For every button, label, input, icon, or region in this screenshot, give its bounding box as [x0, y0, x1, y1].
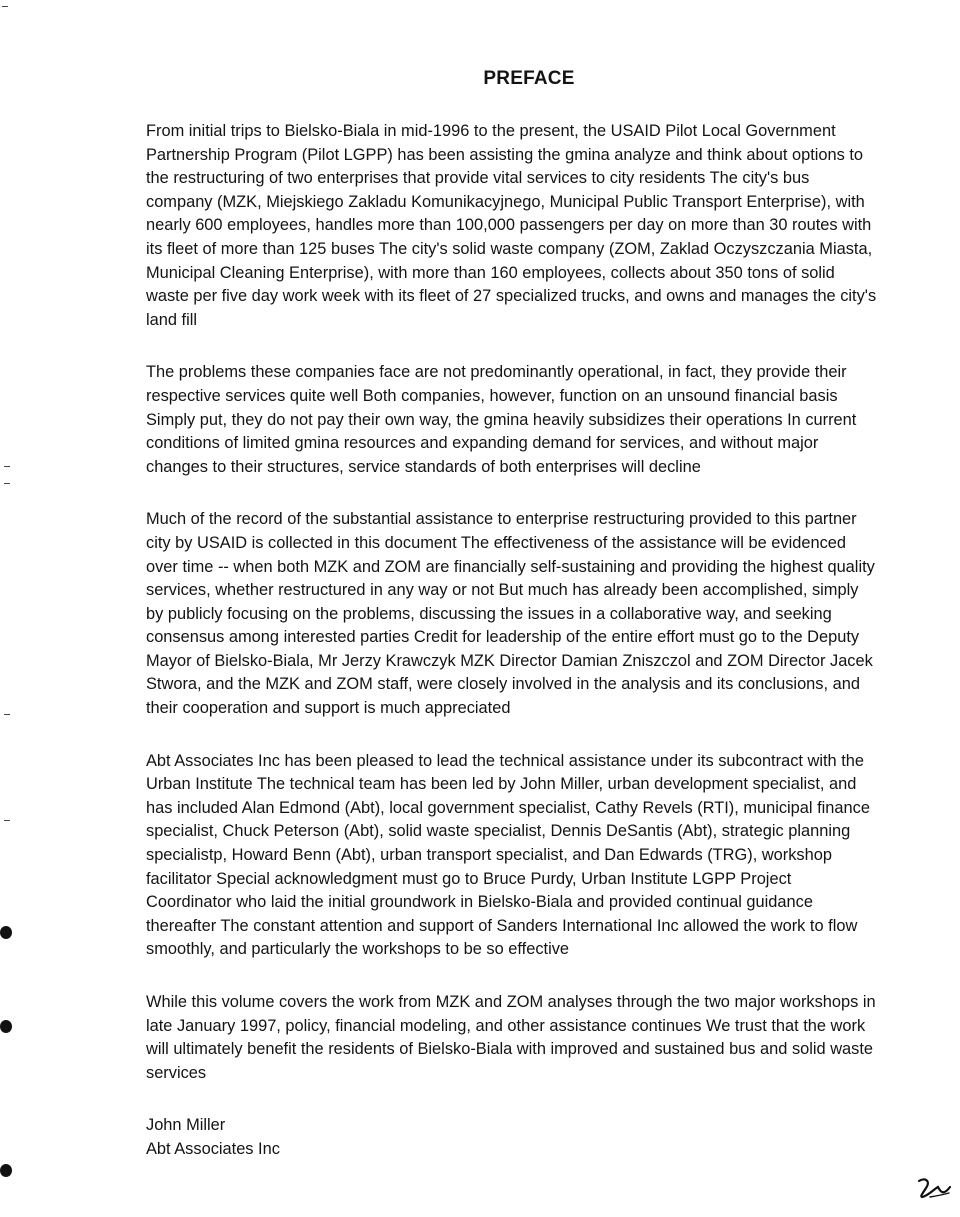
binder-hole-mark: [0, 926, 12, 939]
margin-dash-mark: [4, 820, 10, 821]
margin-dash-mark: [4, 714, 10, 715]
binder-hole-mark: [0, 1164, 12, 1177]
signature-name: John Miller: [146, 1116, 226, 1135]
signature-block: [146, 1114, 877, 1161]
paragraph-1: From initial trips to Bielsko-Biala in mid-1996 to the present, the USAID Pilot Local Government Partnership Program (Pilot LGPP) has been assisting the gmina analyze and think about options to the restructuring of two enterprises that provide vital services to city residents The city's bus company (MZK, Miejskiego Zakladu Komunikacyjnego, Municipal Public Transport Enterprise), with nearly 600 employees, handles more than 100,000 passengers per day on more than 30 routes with its fleet of more than 125 buses The city's solid waste company (ZOM, Zaklad Oczyszczania Miasta, Municipal Cleaning Enterprise), with more than 160 employees, collects about 350 tons of solid waste per five day work week with its fleet of 27 specialized trucks, and owns and manages the city's land fill: [146, 122, 877, 329]
margin-dash-mark: [4, 466, 10, 467]
paragraph-5: While this volume covers the work from MZK and ZOM analyses through the two major workshops in late January 1997, policy, financial modeling, and other assistance continues We trust that the work will ultimately benefit the residents of Bielsko-Biala with improved and sustained bus and solid waste services: [146, 993, 876, 1082]
paragraph-4: Abt Associates Inc has been pleased to lead the technical assistance under its subcontract with the Urban Institute The technical team has been led by John Miller, urban development specialist, and has included Alan Edmond (Abt), local government specialist, Cathy Revels (RTI), municipal finance specialist, Chuck Peterson (Abt), solid waste specialist, Dennis DeSantis (Abt), strategic planning specialistp, Howard Benn (Abt), urban transport specialist, and Dan Edwards (TRG), workshop facilitator Special acknowledgment must go to Bruce Purdy, Urban Institute LGPP Project Coordinator who laid the initial groundwork in Bielsko-Biala and provided continual guidance thereafter The constant attention and support of Sanders International Inc allowed the work to flow smoothly, and particularly the workshops to be so effective: [146, 751, 870, 959]
margin-dash-mark: [4, 483, 10, 484]
paragraph-2: The problems these companies face are not predominantly operational, in fact, they provide their respective services quite well Both companies, however, function on an unsound financial basis Simply put, they do not pay their own way, the gmina heavily subsidizes their operations In current conditions of limited gmina resources and expanding demand for services, and without major changes to their structures, service standards of both enterprises will decline: [146, 363, 857, 476]
binder-hole-mark: [0, 1020, 12, 1033]
page-title: PREFACE: [483, 68, 575, 89]
document-body: [146, 120, 877, 1162]
paragraph-3: Much of the record of the substantial assistance to enterprise restructuring provided to this partner city by USAID is collected in this document The effectiveness of the assistance will be evidenced over time -- when both MZK and ZOM are financially self-sustaining and providing the highest quality services, whether restructured in any way or not But much has already been accomplished, simply by publicly focusing on the problems, discussing the issues in a collaborative way, and seeking consensus among interested parties Credit for leadership of the entire effort must go to the Deputy Mayor of Bielsko-Biala, Mr Jerzy Krawczyk MZK Director Damian Zniszczol and ZOM Director Jacek Stwora, and the MZK and ZOM staff, were closely involved in the analysis and its conclusions, and their cooperation and support is much appreciated: [146, 510, 875, 718]
margin-dash-mark: [2, 6, 8, 7]
handwritten-page-mark-icon: [916, 1175, 952, 1203]
signature-organization: Abt Associates Inc: [146, 1139, 280, 1158]
